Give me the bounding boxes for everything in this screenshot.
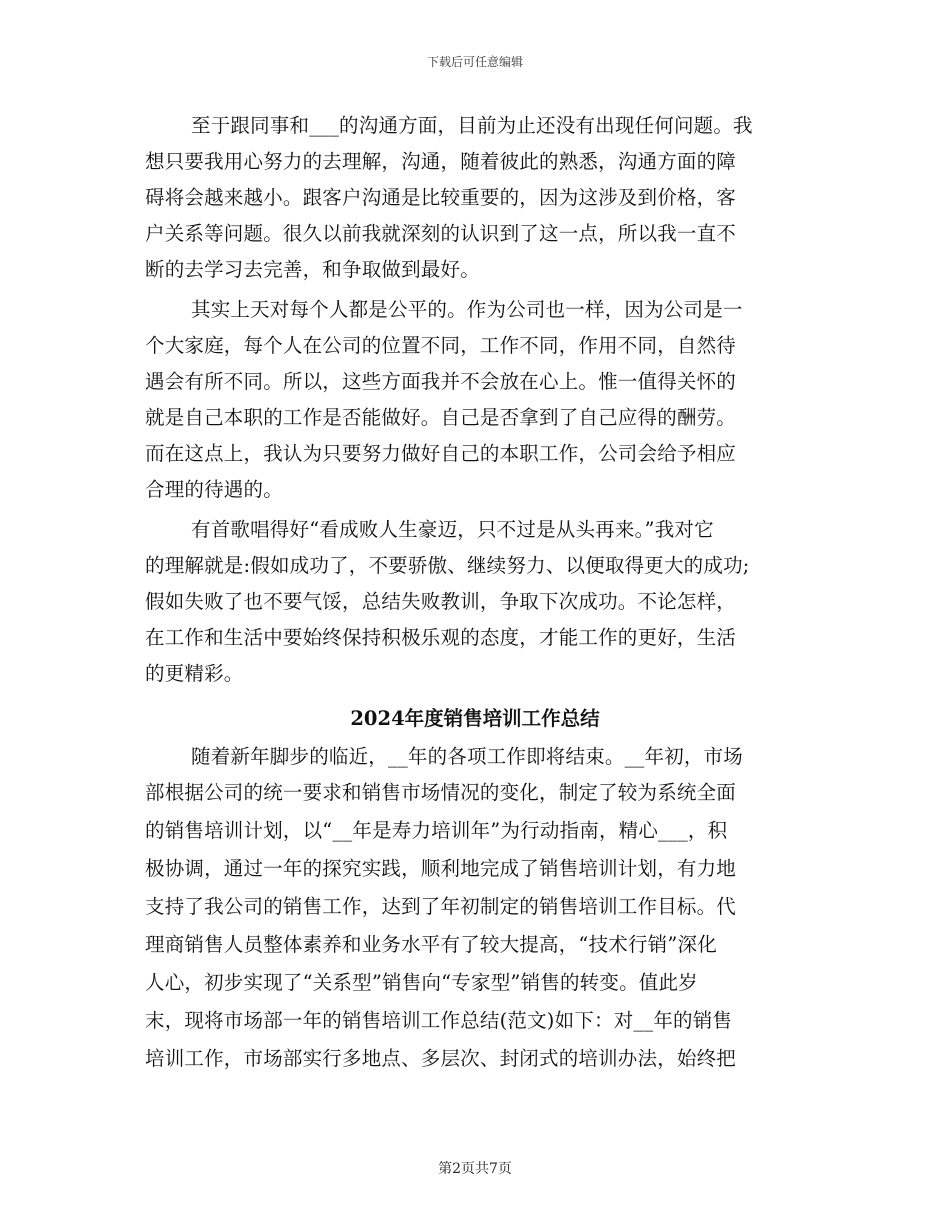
page-header-note: 下载后可任意编辑 xyxy=(426,55,523,69)
text-line: 遇会有所不同。所以，这些方面我并不会放在心上。惟一值得关怀的 xyxy=(145,370,737,393)
page-number: 第2页共7页 xyxy=(438,1161,512,1177)
text-line: 支持了我公司的销售工作，达到了年初制定的销售培训工作目标。代 xyxy=(145,895,737,918)
text-line: 个大家庭，每个人在公司的位置不同，工作不同，作用不同，自然待 xyxy=(145,334,737,357)
text-line: 人心，初步实现了“关系型”销售向“专家型”销售的转变。值此岁 xyxy=(145,971,698,994)
text-line: 想只要我用心努力的去理解，沟通，随着彼此的熟悉，沟通方面的障 xyxy=(145,150,737,173)
text-line: 在工作和生活中要始终保持积极乐观的态度，才能工作的更好，生活 xyxy=(145,626,737,649)
text-line: 合理的待遇的。 xyxy=(145,478,283,501)
text-line: 断的去学习去完善，和争取做到最好。 xyxy=(145,258,480,281)
section-title: 2024年度销售培训工作总结 xyxy=(350,707,600,730)
text-line: 而在这点上，我认为只要努力做好自己的本职工作，公司会给予相应 xyxy=(145,442,737,465)
text-line: 培训工作，市场部实行多地点、多层次、封闭式的培训办法，始终把 xyxy=(145,1047,737,1070)
text-line: 部根据公司的统一要求和销售市场情况的变化，制定了较为系统全面 xyxy=(145,781,737,804)
text-line: 有首歌唱得好“看成败人生豪迈，只不过是从头再来。”我对它 xyxy=(191,518,714,541)
text-line: 的理解就是:假如成功了，不要骄傲、继续努力、以便取得更大的成功; xyxy=(145,554,750,577)
text-line: 随着新年脚步的临近，__年的各项工作即将结束。__年初，市场 xyxy=(191,745,744,768)
text-line: 理商销售人员整体素养和业务水平有了较大提高，“技术行销”深化 xyxy=(145,933,717,956)
text-line: 的销售培训计划，以“__年是寿力培训年”为行动指南，精心___，积 xyxy=(145,819,728,842)
text-line: 碍将会越来越小。跟客户沟通是比较重要的，因为这涉及到价格，客 xyxy=(145,186,737,209)
text-line: 的更精彩。 xyxy=(145,662,244,685)
text-line: 其实上天对每个人都是公平的。作为公司也一样，因为公司是一 xyxy=(191,298,743,321)
text-line: 至于跟同事和___的沟通方面，目前为止还没有出现任何问题。我 xyxy=(191,114,753,137)
text-line: 极协调，通过一年的探究实践，顺利地完成了销售培训计划，有力地 xyxy=(145,857,737,880)
text-line: 末，现将市场部一年的销售培训工作总结(范文)如下：对__年的销售 xyxy=(145,1009,733,1032)
text-line: 户关系等问题。很久以前我就深刻的认识到了这一点，所以我一直不 xyxy=(145,222,737,245)
text-line: 假如失败了也不要气馁，总结失败教训，争取下次成功。不论怎样， xyxy=(145,590,737,613)
text-line: 就是自己本职的工作是否能做好。自己是否拿到了自己应得的酬劳。 xyxy=(145,406,737,429)
